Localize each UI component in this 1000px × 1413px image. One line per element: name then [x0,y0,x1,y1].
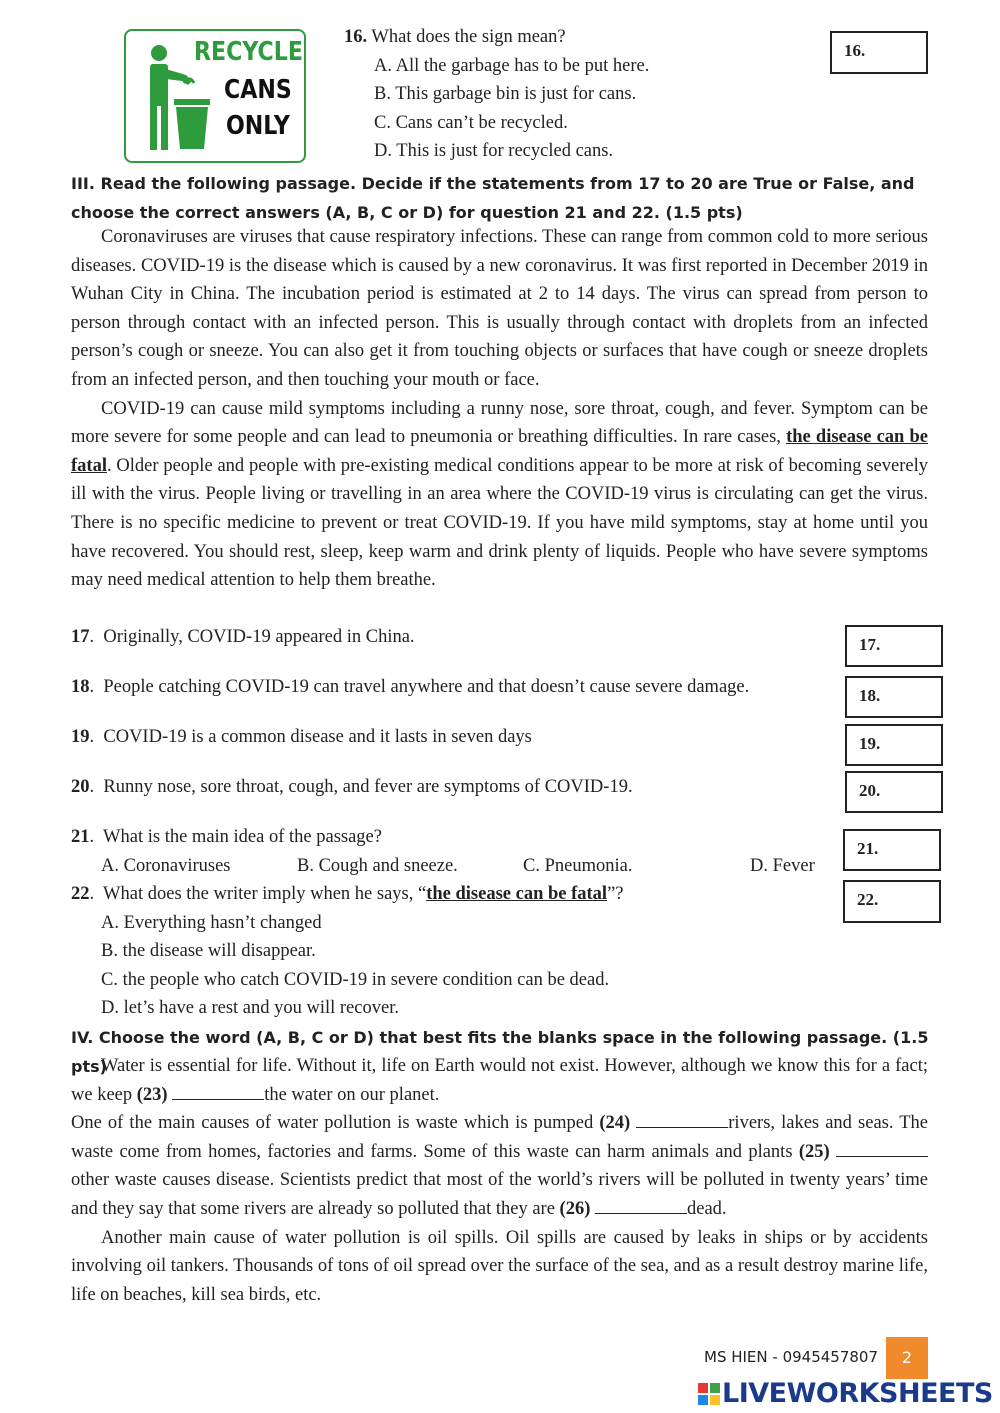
statement-18: 18. People catching COVID-19 can travel anywhere and that doesn’t cause severe damage. [71,677,750,697]
question-22: 22. What does the writer imply when he says, “the disease can be fatal”? A. Everything hasn’t changed B. the disease will disappear. C. the people who catch COVID-19 in severe condition can be dead. D. let’s have a rest and you will recover. [71,880,831,1023]
blank-26[interactable] [595,1199,687,1214]
passage [71,223,928,595]
footer-author: MS HIEN - 0945457807 [704,1348,879,1366]
answer-box-17[interactable]: 17. [845,625,943,667]
sign-line-2: CANS [224,75,292,105]
cloze-paragraph-1: Water is essential for life. Without it, life on Earth would not exist. However, although we know this for a fact; we keep (23) the water on our planet. [71,1056,928,1105]
cloze-paragraph-2: One of the main causes of water pollution is waste which is pumped (24) rivers, lakes and seas. The waste come from homes, factories and farms. Some of this waste can harm animals and plants (25) other waste causes disease. Scientists predict that most of the world’s rivers will be polluted in twenty years’ time and they say that some rivers are already so polluted that they are (26) dead. [71,1113,929,1219]
question-16 [344,23,804,166]
option-c[interactable]: C. Pneumonia. [523,855,633,876]
answer-box-22[interactable]: 22. [843,880,941,923]
option-a[interactable]: A. All the garbage has to be put here. [374,55,650,76]
sign-line-1: RECYCLE [194,37,303,67]
option-c[interactable]: C. the people who catch COVID-19 in severe condition can be dead. [101,969,610,990]
section-3-heading [71,170,941,227]
option-d[interactable]: D. This is just for recycled cans. [374,141,614,162]
option-d[interactable]: D. let’s have a rest and you will recover. [101,998,399,1019]
page-number: 2 [886,1337,928,1379]
answer-box-19[interactable]: 19. [845,724,943,766]
section-3-heading-line-2: choose the correct answers (A, B, C or D) for question 21 and 22. (1.5 pts) [71,202,743,222]
statement-17: 17. Originally, COVID-19 appeared in China. [71,627,415,647]
option-d[interactable]: D. Fever [750,855,815,876]
answer-box-21[interactable]: 21. [843,829,941,871]
sign-line-3: ONLY [226,111,290,141]
answer-box-16[interactable]: 16. [830,31,928,74]
passage-paragraph-2: COVID-19 can cause mild symptoms including a runny nose, sore throat, cough, and fever. Symptom can be more severe for some people and can lead to pneumonia or breathing difficulties. In rare cases, the disease can be fatal. Older people and people with pre-existing medical conditions appear to be more at risk of becoming severely ill with the virus. People living or travelling in an area where the COVID-19 virus is circulating can get the virus. There is no specific medicine to prevent or treat COVID-19. If you have mild symptoms, stay at home until you have recovered. You should rest, sleep, keep warm and drink plenty of liquids. People who have severe symptoms may need medical attention to help them breathe. [71,398,928,591]
answer-box-20[interactable]: 20. [845,771,943,813]
option-b[interactable]: B. This garbage bin is just for cans. [374,84,637,105]
question-21: 21. What is the main idea of the passage? A. Coronaviruses B. Cough and sneeze. C. Pneumonia. D. Fever [71,823,831,880]
logo-mark-icon [698,1383,720,1405]
passage-paragraph-1: Coronaviruses are viruses that cause respiratory infections. These can range from common cold to more serious diseases. COVID-19 is the disease which is caused by a new coronavirus. It was first reported in December 2019 in Wuhan City in China. The incubation period is estimated at 2 to 14 days. The virus can spread from person to person through contact with an infected person. This is usually through contact with droplets from an infected person’s cough or sneeze. You can also get it from touching objects or surfaces that have cough or sneeze droplets from an infected person, and then touching your mouth or face. [71,227,928,390]
blank-23[interactable] [172,1085,264,1100]
answer-box-18[interactable]: 18. [845,676,943,718]
option-b[interactable]: B. Cough and sneeze. [297,855,458,876]
option-b[interactable]: B. the disease will disappear. [101,941,316,962]
cloze-passage [71,1052,928,1309]
cloze-paragraph-3: Another main cause of water pollution is oil spills. Oil spills are caused by leaks in ships or by accidents involving oil tankers. Thousands of tons of oil spread over the surface of the sea, and as a result destroy marine life, life on beaches, kill sea birds, etc. [71,1227,928,1305]
statement-19: 19. COVID-19 is a common disease and it lasts in seven days [71,727,532,747]
brand-name: LIVEWORKSHEETS [722,1378,993,1409]
question-number: 16. [344,27,368,47]
option-a[interactable]: A. Everything hasn’t changed [101,912,322,933]
blank-24[interactable] [636,1113,728,1128]
blank-25[interactable] [836,1142,928,1157]
section-4-heading: IV. Choose the word (A, B, C or D) that best fits the blanks space in the following passage. (1.5 pts) [71,1028,929,1076]
statement-20: 20. Runny nose, sore throat, cough, and fever are symptoms of COVID-19. [71,777,633,797]
option-a[interactable]: A. Coronaviruses [101,855,231,876]
question-text: What does the sign mean? [371,27,566,47]
quoted-phrase: the disease can be fatal [426,884,608,904]
question-text: What is the main idea of the passage? [103,827,382,847]
recycle-sign [124,29,306,163]
highlighted-phrase: the disease can be fatal [71,427,928,476]
option-c[interactable]: C. Cans can’t be recycled. [374,112,568,133]
section-3-heading-line-1: III. Read the following passage. Decide if the statements from 17 to 20 are True or False, and [71,174,915,193]
